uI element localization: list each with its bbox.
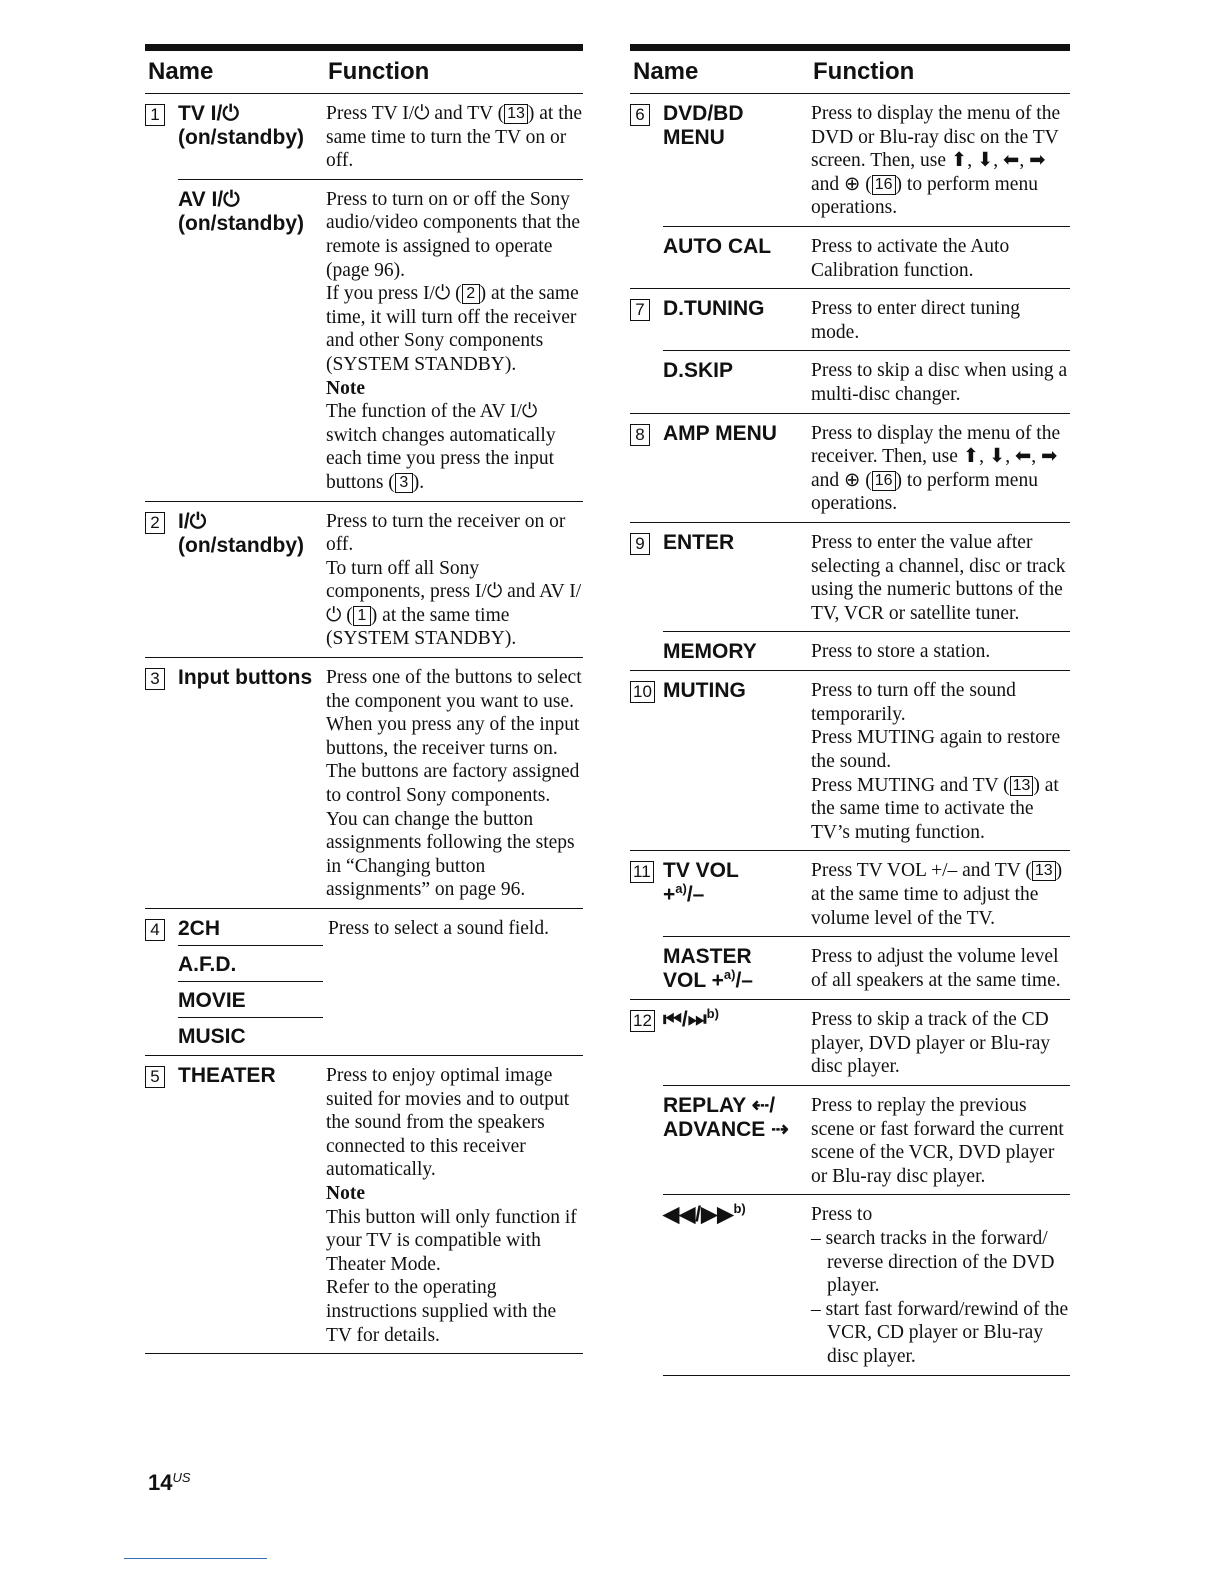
item-number: 4 [145, 919, 165, 941]
item-function: Press to adjust the volume level of all speakers at the same time. [811, 946, 1061, 991]
item-number: 12 [630, 1010, 655, 1032]
item-name-list [178, 917, 323, 1055]
item-number: 1 [145, 104, 165, 126]
item-function: Press to skip a disc when using a multi-disc changer. [811, 360, 1068, 405]
header-rule [630, 44, 1070, 51]
item-function: Press TV VOL +/– and TV ( 13 ) at the same time to adjust the volume level of the TV. [811, 860, 1063, 929]
item-function: Press one of the buttons to select the component you want to use. When you press any of the input buttons, the receiver turns on. The buttons are factory assigned to control Sony components. You can change the button assignments following the steps in “Changing button assignments” on page 96. [326, 667, 582, 901]
table-row [145, 1055, 583, 1353]
footer-line [124, 1558, 267, 1559]
sound-field-music: MUSIC [178, 1017, 323, 1055]
item-name: D.TUNING [663, 297, 765, 321]
right-table [630, 44, 1070, 1376]
table-header [630, 51, 1070, 94]
item-name: TV VOL +$^{a)}$/– [663, 859, 739, 907]
item-name: TV I/⏻ (on/standby) [178, 102, 304, 149]
table-row [145, 501, 583, 658]
table-bottom-rule [663, 1375, 1070, 1376]
item-name: AV I/⏻ (on/standby) [178, 187, 304, 235]
item-function: Press to display the menu of the DVD or Blu-ray disc on the TV screen. Then, use ⬆, ⬇, ⬅, ➡ and ⊕ ( 16 ) to perform menu operations. [811, 103, 1061, 219]
item-function: Press to skip a track of the CD player, DVD player or Blu-ray disc player. [811, 1009, 1051, 1078]
item-name: AMP MENU [663, 421, 777, 445]
table-header [145, 51, 583, 94]
skip-icon: ⏮/⏭ [663, 1008, 707, 1032]
item-number: 11 [630, 861, 654, 883]
item-name: ENTER [663, 530, 735, 554]
table-row [630, 288, 1070, 350]
item-function: Press to turn on or off the Sony audio/video components that the remote is assigned to operate (page 96). If you press I/⏻ ( 2 ) at the same time, it will turn off the receiver and other Sony components (SYSTEM STANDBY). Note The function of the AV I/⏻ switch changes automatically each time you press the input buttons ( 3 ). [326, 188, 583, 495]
item-number: 7 [630, 299, 650, 321]
item-function: Press to replay the previous scene or fast forward the current scene of the VCR, DVD player or Blu-ray disc player. [811, 1095, 1064, 1187]
item-number: 6 [630, 104, 650, 126]
item-name: I/⏻ (on/standby) [178, 509, 304, 557]
item-name: Input buttons [178, 666, 313, 690]
sound-field-afd: A.F.D. [178, 945, 323, 981]
header-function: Function [328, 58, 430, 85]
table-row [145, 657, 583, 908]
skip-button-name: ⏮/⏭$^{b)}$ [663, 1006, 719, 1032]
item-name: MASTER VOL +$^{a)}$/– [663, 945, 753, 993]
item-function: Press to store a station. [811, 641, 991, 663]
item-name: MUTING [663, 679, 746, 703]
item-function: Press to – search tracks in the forward/ reverse direction of the DVD player. – start fast forward/rewind of the VCR, CD player or Blu-ray disc player. [811, 1204, 1069, 1367]
item-name: MEMORY [663, 640, 757, 664]
item-number: 5 [145, 1066, 165, 1088]
table-row [178, 179, 583, 501]
table-row [663, 1194, 1070, 1374]
item-function: Press to activate the Auto Calibration function. [811, 235, 1010, 281]
sound-field-movie: MOVIE [178, 981, 323, 1017]
table-row [663, 226, 1070, 288]
item-name: AUTO CAL [663, 234, 772, 258]
item-number: 10 [630, 681, 655, 703]
item-function: Press to select a sound field. [328, 918, 549, 939]
item-number: 8 [630, 424, 650, 446]
header-rule [145, 44, 583, 51]
table-row [630, 670, 1070, 850]
table-row [630, 413, 1070, 522]
table-row [630, 999, 1070, 1085]
item-number: 3 [145, 668, 165, 690]
search-button-name: ◀◀/▶▶$^{b)}$ [663, 1201, 746, 1227]
left-table [145, 44, 583, 1354]
item-name: DVD/BD MENU [663, 102, 744, 149]
note-label: Note [326, 377, 365, 399]
item-name: THEATER [178, 1064, 276, 1087]
table-row [663, 631, 1070, 670]
header-name: Name [633, 58, 699, 85]
item-function: Press TV I/⏻ and TV ( 13 ) at the same time to turn the TV on or off. [326, 103, 583, 172]
table-row [630, 522, 1070, 631]
note-label: Note [326, 1182, 365, 1204]
item-function: Press to enter direct tuning mode. [811, 298, 1021, 343]
item-function: Press to display the menu of the receiver. Then, use ⬆, ⬇, ⬅, ➡ and ⊕ ( 16 ) to perform menu operations. [811, 422, 1061, 515]
item-number: 2 [145, 512, 165, 534]
table-row [663, 1085, 1070, 1194]
table-row [145, 908, 583, 1055]
item-function: Press to enter the value after selecting a channel, disc or track using the numeric buttons of the TV, VCR or satellite tuner. [811, 531, 1066, 624]
table-row [630, 850, 1070, 936]
table-bottom-rule [145, 1353, 583, 1354]
table-row [145, 94, 583, 179]
page-number: $14^{US}$ [148, 1470, 191, 1495]
sound-field-2ch: 2CH [178, 917, 221, 940]
item-name: D.SKIP [663, 359, 734, 383]
header-name: Name [148, 58, 214, 85]
item-function: Press to turn the receiver on or off. To turn off all Sony components, press I/⏻ and AV I/⏻ ( 1 ) at the same time (SYSTEM STANDBY). [326, 510, 582, 650]
header-function: Function [813, 58, 915, 85]
rewind-forward-icon: ◀◀/▶▶ [663, 1203, 734, 1227]
item-function: Press to enjoy optimal image suited for movies and to output the sound from the speakers connected to this receiver automatically. Note This button will only function if your TV is compatible with Theater Mode. Refer to the operating instructions supplied with the TV for details. [326, 1064, 583, 1347]
item-function: Press to turn off the sound temporarily. Press MUTING again to restore the sound. Press MUTING and TV ( 13 ) at the same time to activate the TV’s muting function. [811, 680, 1061, 843]
item-number: 9 [630, 533, 650, 555]
item-name: REPLAY ⇠/ ADVANCE ⇢ [663, 1094, 789, 1141]
table-row [663, 936, 1070, 999]
table-row [630, 94, 1070, 226]
table-row [663, 350, 1070, 412]
